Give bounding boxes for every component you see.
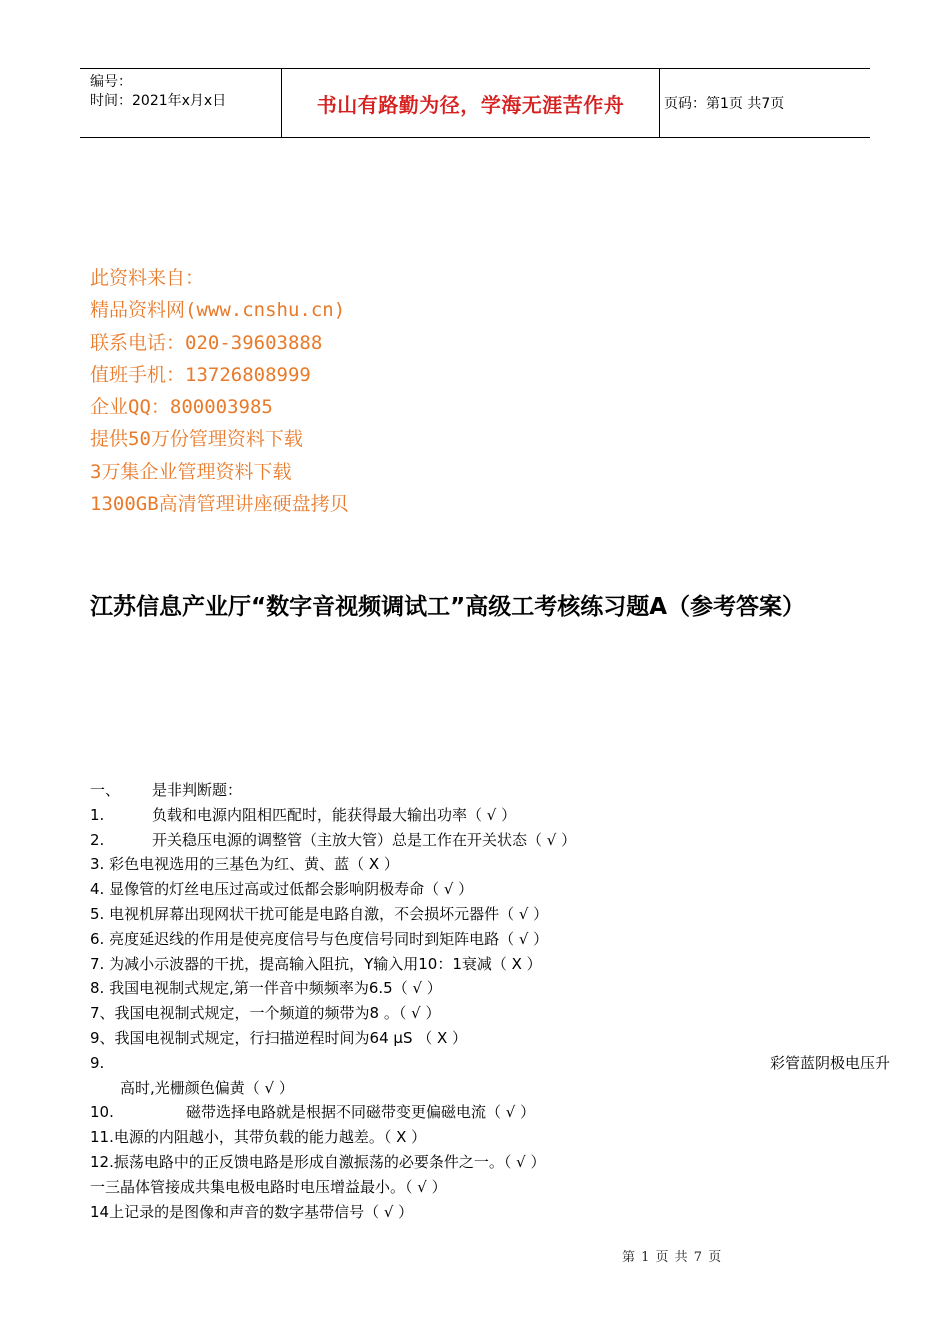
source-line: 此资料来自： xyxy=(90,267,205,289)
document-title: 江苏信息产业厅“数字音视频调试工”高级工考核练习题A（参考答案） xyxy=(90,594,806,620)
question-item xyxy=(90,877,880,902)
question-text: 彩管蓝阴极电压升 xyxy=(769,1053,890,1072)
header-page-info: 页码：第1页 共7页 xyxy=(664,96,785,112)
question-item xyxy=(90,828,880,853)
question-item xyxy=(90,927,880,952)
section-text: 是非判断题： xyxy=(152,781,243,799)
source-line: 精品资料网(www.cnshu.cn) xyxy=(90,299,346,322)
header-meta xyxy=(90,73,280,111)
question-text: 12.振荡电路中的正反馈电路是形成自激振荡的必要条件之一。（ √ ） xyxy=(90,1152,546,1171)
source-line: 1300GB高清管理讲座硬盘拷贝 xyxy=(90,493,349,516)
question-item xyxy=(90,1100,880,1125)
question-text: 一三晶体管接成共集电极电路时电压增益最小。（ √ ） xyxy=(90,1177,447,1196)
header-motto: 书山有路勤为径，学海无涯苦作舟 xyxy=(281,69,660,137)
date-line: 时间：2021年x月x日 xyxy=(90,93,227,109)
question-text: 8. 我国电视制式规定,第一伴音中频频率为6.5（ √ ） xyxy=(90,979,442,998)
question-continuation xyxy=(90,1076,880,1101)
section-number: 一、 xyxy=(90,781,121,799)
question-number: 10. xyxy=(90,1103,114,1122)
serial-label: 编号： xyxy=(90,74,132,90)
question-item xyxy=(90,1175,880,1200)
source-line: 联系电话：020-39603888 xyxy=(90,331,323,354)
question-text: 开关稳压电源的调整管（主放大管）总是工作在开关状态（ √ ） xyxy=(152,830,577,849)
page-header xyxy=(80,68,870,138)
question-text: 14上记录的是图像和声音的数字基带信号（ √ ） xyxy=(90,1202,414,1221)
question-text: 7、我国电视制式规定，一个频道的频带为8 。（ √ ） xyxy=(90,1004,441,1023)
source-line: 3万集企业管理资料下载 xyxy=(90,460,292,483)
question-item xyxy=(90,1125,880,1150)
question-item xyxy=(90,1051,890,1076)
question-item xyxy=(90,1026,880,1051)
question-text: 7. 为减小示波器的干扰，提高输入阻抗，Y输入用10：1衰减（ X ） xyxy=(90,954,542,973)
question-item xyxy=(90,852,880,877)
question-text: 高时,光栅颜色偏黄（ √ ） xyxy=(120,1078,294,1097)
page-footer: 第 1 页 共 7 页 xyxy=(622,1250,723,1265)
question-text: 6. 亮度延迟线的作用是使亮度信号与色度信号同时到矩阵电路（ √ ） xyxy=(90,929,549,948)
question-text: 负载和电源内阻相匹配时，能获得最大输出功率（ √ ） xyxy=(152,805,517,824)
source-info-block xyxy=(90,262,349,520)
question-number: 2. xyxy=(90,830,105,849)
question-item xyxy=(90,976,880,1001)
question-item xyxy=(90,803,880,828)
question-text: 9、我国电视制式规定，行扫描逆程时间为64 μS （ X ） xyxy=(90,1028,468,1047)
question-text: 4. 显像管的灯丝电压过高或过低都会影响阴极寿命（ √ ） xyxy=(90,880,474,899)
question-item xyxy=(90,902,880,927)
question-item xyxy=(90,1200,880,1225)
question-text: 磁带选择电路就是根据不同磁带变更偏磁电流（ √ ） xyxy=(186,1103,536,1122)
question-item xyxy=(90,1001,880,1026)
source-line: 企业QQ：800003985 xyxy=(90,396,273,419)
question-text: 11.电源的内阻越小，其带负载的能力越差。（ X ） xyxy=(90,1128,427,1147)
question-item xyxy=(90,1150,880,1175)
source-line: 提供50万份管理资料下载 xyxy=(90,428,303,451)
question-list xyxy=(90,778,890,1224)
section-heading xyxy=(90,778,880,803)
question-number: 1. xyxy=(90,805,105,824)
question-text: 5. 电视机屏幕出现网状干扰可能是电路自激，不会损坏元器件（ √ ） xyxy=(90,904,549,923)
source-line: 值班手机：13726808999 xyxy=(90,363,311,386)
question-number: 9. xyxy=(90,1053,105,1072)
question-text: 3. 彩色电视选用的三基色为红、黄、蓝（ X ） xyxy=(90,855,399,874)
question-item xyxy=(90,952,880,977)
